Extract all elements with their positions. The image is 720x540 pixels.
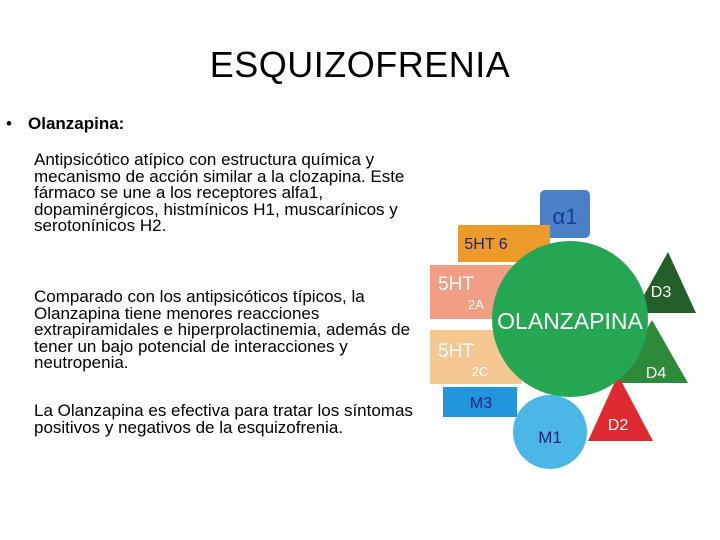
m3-label: M3 xyxy=(469,395,493,412)
heading-olanzapina: Olanzapina: xyxy=(28,114,125,133)
m1-label: M1 xyxy=(538,428,562,447)
paragraph-description: Antipsicótico atípico con estructura química y mecanismo de acción similar a la clozapina. Este fármaco se une a los receptores alfa1, dopaminérgicos, histmínicos H1, muscarínicos y serotonínicos H2. xyxy=(34,150,405,235)
alpha1-label: α1 xyxy=(552,204,578,229)
paragraph-comparison: Comparado con los antipsicóticos típicos, la Olanzapina tiene menores reacciones extrapiramidales e hiperprolactinemia, además de tener un bajo potencial de interacciones y neutropenia. xyxy=(34,287,411,372)
paragraph-efficacy: La Olanzapina es efectiva para tratar los síntomas positivos y negativos de la esquizofrenia. xyxy=(34,401,413,437)
slide-title: ESQUIZOFRENIA xyxy=(209,44,511,85)
ht2a-label-sub: 2A xyxy=(468,297,484,312)
bullet-point: • xyxy=(6,114,12,133)
d2-label: D2 xyxy=(607,417,629,434)
ht2c-label-top: 5HT xyxy=(438,341,474,362)
ht6-label: 5HT 6 xyxy=(464,236,508,253)
ht2c-label-sub: 2C xyxy=(471,364,489,379)
ht2a-label-top: 5HT xyxy=(438,274,474,295)
receptor-diagram xyxy=(428,185,698,470)
d4-label: D4 xyxy=(645,365,667,382)
olanzapina-label: OLANZAPINA xyxy=(497,308,643,334)
d3-label: D3 xyxy=(650,284,672,301)
bullet-heading xyxy=(6,114,124,134)
